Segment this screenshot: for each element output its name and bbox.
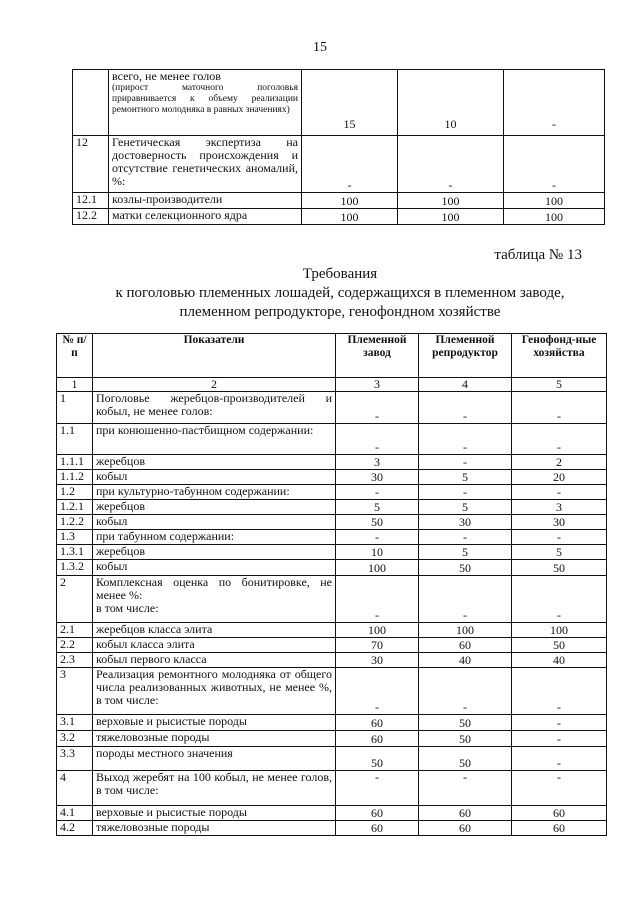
table-row <box>57 715 607 731</box>
cell-value: - <box>336 668 419 715</box>
row-label-text: жеребцов <box>96 454 145 468</box>
row-label-text: Выход жеребят на 100 кобыл, не менее голов, в том числе: <box>96 770 332 797</box>
row-number: 4.1 <box>57 806 93 821</box>
table-row <box>57 455 607 470</box>
row-label <box>93 653 336 668</box>
table-row <box>57 515 607 530</box>
row-label-text: при конюшенно-пастбищном содержании: <box>96 423 314 437</box>
cell-value: 60 <box>419 806 512 821</box>
cell-value: 100 <box>336 623 419 638</box>
cell-value: 3 <box>336 455 419 470</box>
row-label: Генетическая экспертиза на достоверность происхождения и отсутствие генетических аномалий, %: <box>109 136 302 193</box>
cell-value: 5 <box>336 500 419 515</box>
cell-value: - <box>512 530 607 545</box>
cell-value: - <box>512 715 607 731</box>
cell-value: 100 <box>398 209 504 225</box>
row-number: 12 <box>73 136 109 193</box>
cell-value: 70 <box>336 638 419 653</box>
cell-value: 100 <box>398 193 504 209</box>
cell-value: 100 <box>302 193 398 209</box>
header-breeding-farm: Племенной завод <box>336 334 419 378</box>
row-number: 1.3.1 <box>57 545 93 560</box>
table-row <box>57 500 607 515</box>
header-number: № п/п <box>57 334 93 378</box>
cell-value: 10 <box>398 70 504 136</box>
cell-value: - <box>419 668 512 715</box>
row-label <box>93 821 336 836</box>
table-row <box>57 821 607 836</box>
table-row <box>57 576 607 623</box>
row-number: 3.2 <box>57 731 93 747</box>
cell-value: 3 <box>512 500 607 515</box>
table-row <box>73 209 605 225</box>
cell-value: 5 <box>419 545 512 560</box>
row-label-text: при культурно-табунном содержании: <box>96 484 290 498</box>
cell-value: 100 <box>419 623 512 638</box>
row-label <box>93 515 336 530</box>
row-label-text: Поголовье жеребцов-производителей и кобыл, не менее голов: <box>96 391 332 418</box>
cell-value: - <box>398 136 504 193</box>
cell-value: 40 <box>419 653 512 668</box>
row-label <box>93 424 336 455</box>
row-label <box>93 392 336 424</box>
cell-value: 50 <box>419 715 512 731</box>
row-label <box>93 668 336 715</box>
cell-value: - <box>336 424 419 455</box>
cell-value: 100 <box>336 560 419 576</box>
row-number: 3 <box>57 668 93 715</box>
cell-value: - <box>504 136 605 193</box>
cell-value: 60 <box>336 731 419 747</box>
row-number: 2.2 <box>57 638 93 653</box>
title-line-2: к поголовью племенных лошадей, содержащихся в племенном заводе, <box>115 285 565 301</box>
title-line-3: племенном репродукторе, генофондном хозяйстве <box>179 304 501 320</box>
cell-value: 30 <box>336 653 419 668</box>
row-label <box>93 731 336 747</box>
cell-value: 5 <box>419 500 512 515</box>
row-label-main: всего, не менее голов <box>112 69 221 83</box>
row-label-text: при табунном содержании: <box>96 529 235 543</box>
table-row <box>57 806 607 821</box>
column-number: 1 <box>57 378 93 392</box>
cell-value: - <box>512 668 607 715</box>
header-genepool-farms: Генофонд-ные хозяйства <box>512 334 607 378</box>
row-label-text: тяжеловозные породы <box>96 730 210 744</box>
cell-value: - <box>419 455 512 470</box>
row-number: 3.1 <box>57 715 93 731</box>
row-number: 1.2.2 <box>57 515 93 530</box>
table-row <box>57 545 607 560</box>
cell-value: 50 <box>512 560 607 576</box>
cell-value: - <box>419 530 512 545</box>
cell-value: 60 <box>336 806 419 821</box>
row-label <box>93 747 336 771</box>
cell-value: 30 <box>419 515 512 530</box>
row-label-text: кобыл класса элита <box>96 637 195 651</box>
row-number: 2.3 <box>57 653 93 668</box>
row-label-text: кобыл <box>96 559 128 573</box>
cell-value: 5 <box>419 470 512 485</box>
cell-value: 30 <box>512 515 607 530</box>
cell-value: - <box>512 576 607 623</box>
row-label-text: жеребцов <box>96 499 145 513</box>
cell-value: - <box>336 485 419 500</box>
row-number: 1.1 <box>57 424 93 455</box>
row-label-text: Реализация ремонтного молодняка от общего числа реализованных животных, не менее %, в том числе: <box>96 667 332 707</box>
column-number: 2 <box>93 378 336 392</box>
table-row <box>57 485 607 500</box>
cell-value: 100 <box>504 209 605 225</box>
row-number: 12.1 <box>73 193 109 209</box>
table-row <box>57 530 607 545</box>
cell-value: - <box>512 424 607 455</box>
page-number: 15 <box>313 40 327 55</box>
row-number: 1.1.2 <box>57 470 93 485</box>
row-label <box>93 715 336 731</box>
table-row <box>57 771 607 806</box>
cell-value: 60 <box>336 715 419 731</box>
cell-value: 15 <box>302 70 398 136</box>
cell-value: - <box>512 731 607 747</box>
row-number: 1.3 <box>57 530 93 545</box>
row-label: козлы-производители <box>109 193 302 209</box>
cell-value: 60 <box>419 638 512 653</box>
row-label-text: кобыл <box>96 514 128 528</box>
row-label <box>93 638 336 653</box>
row-number: 1.2 <box>57 485 93 500</box>
row-label-sub: в том числе: <box>96 601 159 615</box>
table-row <box>57 668 607 715</box>
cell-value: 30 <box>336 470 419 485</box>
row-label-text: верховые и рысистые породы <box>96 714 247 728</box>
cell-value: 50 <box>336 515 419 530</box>
row-label <box>93 560 336 576</box>
column-number: 3 <box>336 378 419 392</box>
row-label-text: кобыл <box>96 469 128 483</box>
table-row <box>73 136 605 193</box>
row-label <box>93 623 336 638</box>
header-breeding-reproducer: Племенной репродуктор <box>419 334 512 378</box>
cell-value: 60 <box>512 806 607 821</box>
column-number: 4 <box>419 378 512 392</box>
cell-value: 100 <box>302 209 398 225</box>
row-label-text: жеребцов <box>96 544 145 558</box>
row-label: матки селекционного ядра <box>109 209 302 225</box>
table-row <box>57 470 607 485</box>
row-label <box>93 485 336 500</box>
table-row <box>57 560 607 576</box>
cell-value: - <box>336 392 419 424</box>
cell-value: 40 <box>512 653 607 668</box>
cell-value: - <box>504 70 605 136</box>
cell-value: - <box>512 747 607 771</box>
table-row <box>57 747 607 771</box>
title-line-1: Требования <box>302 266 378 282</box>
row-number <box>73 70 109 136</box>
table-row <box>73 193 605 209</box>
row-number: 12.2 <box>73 209 109 225</box>
cell-value: 60 <box>336 821 419 836</box>
row-number: 1.2.1 <box>57 500 93 515</box>
row-number: 2 <box>57 576 93 623</box>
cell-value: 50 <box>419 747 512 771</box>
row-label <box>93 500 336 515</box>
table-caption: таблица № 13 <box>494 247 582 263</box>
cell-value: - <box>512 485 607 500</box>
cell-value: - <box>336 530 419 545</box>
cell-value: 50 <box>512 638 607 653</box>
row-label-text: кобыл первого класса <box>96 652 207 666</box>
column-numbers-row <box>57 378 607 392</box>
row-label-text: жеребцов класса элита <box>96 622 213 636</box>
cell-value: 10 <box>336 545 419 560</box>
cell-value: - <box>512 771 607 806</box>
row-label <box>93 545 336 560</box>
row-number: 1.1.1 <box>57 455 93 470</box>
row-label <box>93 455 336 470</box>
row-label-text: породы местного значения <box>96 746 233 760</box>
cell-value: 60 <box>419 821 512 836</box>
cell-value: 50 <box>336 747 419 771</box>
cell-value: 50 <box>419 731 512 747</box>
header-indicators: Показатели <box>93 334 336 378</box>
top-table <box>72 69 605 225</box>
cell-value: 50 <box>419 560 512 576</box>
table-row <box>57 623 607 638</box>
cell-value: - <box>419 576 512 623</box>
row-number: 3.3 <box>57 747 93 771</box>
row-number: 2.1 <box>57 623 93 638</box>
table-row <box>57 731 607 747</box>
table-row <box>57 424 607 455</box>
row-number: 4 <box>57 771 93 806</box>
row-label-text: тяжеловозные породы <box>96 820 210 834</box>
cell-value: 100 <box>504 193 605 209</box>
cell-value: 2 <box>512 455 607 470</box>
table-row <box>57 653 607 668</box>
row-label-text: верховые и рысистые породы <box>96 805 247 819</box>
row-label <box>93 576 336 623</box>
cell-value: 5 <box>512 545 607 560</box>
row-label <box>109 70 302 136</box>
cell-value: - <box>336 771 419 806</box>
row-label <box>93 530 336 545</box>
cell-value: 60 <box>512 821 607 836</box>
cell-value: 20 <box>512 470 607 485</box>
row-label <box>93 470 336 485</box>
table-row <box>57 392 607 424</box>
column-number: 5 <box>512 378 607 392</box>
row-label <box>93 771 336 806</box>
cell-value: - <box>419 392 512 424</box>
cell-value: - <box>302 136 398 193</box>
cell-value: - <box>419 485 512 500</box>
table-row <box>57 638 607 653</box>
cell-value: - <box>336 576 419 623</box>
cell-value: - <box>512 392 607 424</box>
row-number: 4.2 <box>57 821 93 836</box>
cell-value: - <box>419 771 512 806</box>
header-row <box>57 334 607 378</box>
row-label-note: (прирост маточного поголовья приравнивается к объему реализации ремонтного молодняка в равных значениях) <box>112 83 298 115</box>
row-number: 1.3.2 <box>57 560 93 576</box>
cell-value: - <box>419 424 512 455</box>
table-row <box>73 70 605 136</box>
row-label <box>93 806 336 821</box>
row-label-text: Комплексная оценка по бонитировке, не менее %: <box>96 575 332 602</box>
main-table <box>56 333 607 836</box>
row-number: 1 <box>57 392 93 424</box>
cell-value: 100 <box>512 623 607 638</box>
